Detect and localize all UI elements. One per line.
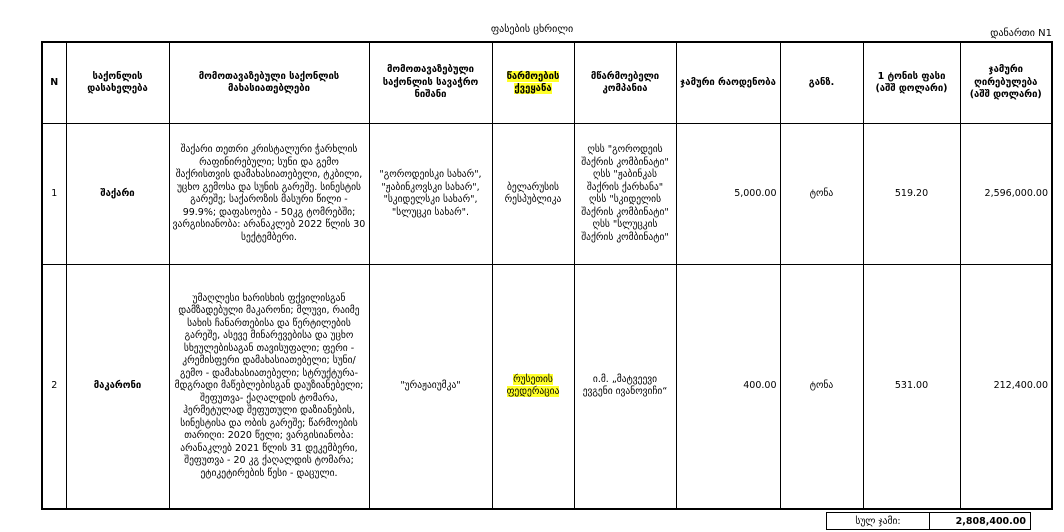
header-row — [42, 42, 1052, 124]
header-manufacturer: მწარმოებელი კომპანია — [574, 42, 676, 124]
table-row — [42, 265, 1052, 509]
header-characteristics: მომოთავაზებული საქონლის მახასიათებლები — [169, 42, 369, 124]
item-trademark: "ურაჟაიუმკა" — [369, 265, 492, 509]
header-trademark: მომოთავაზებული საქონლის სავაჭრო ნიშანი — [369, 42, 492, 124]
item-quantity: 400.00 — [676, 265, 780, 509]
grand-total-value: 2,808,400.00 — [930, 513, 1031, 530]
header-item-name: საქონლის დასახელება — [66, 42, 169, 124]
item-name: მაკარონი — [66, 265, 169, 509]
row-number: 1 — [42, 124, 66, 265]
item-total: 212,400.00 — [960, 265, 1052, 509]
annex-label: დანართი N1 — [990, 28, 1052, 39]
header-unit: განზ. — [780, 42, 863, 124]
header-n: N — [42, 42, 66, 124]
item-unit: ტონა — [780, 265, 863, 509]
item-country: ბელარუსის რესპუბლიკა — [492, 124, 574, 265]
item-total: 2,596,000.00 — [960, 124, 1052, 265]
header-total: ჯამური ღირებულება (აშშ დოლარი) — [960, 42, 1052, 124]
item-trademark: "გოროდეისკი სახარ", "ჟაბინკოვსკი სახარ", "სკიდელსკი სახარ", "სლუცკი სახარ". — [369, 124, 492, 265]
page-title: ფასების ცხრილი — [490, 24, 574, 35]
item-country — [492, 265, 574, 509]
row-number: 2 — [42, 265, 66, 509]
header-quantity: ჯამური რაოდენობა — [676, 42, 780, 124]
item-quantity: 5,000.00 — [676, 124, 780, 265]
header-country-highlight: წარმოების ქვეყანა — [506, 70, 560, 94]
item-name: შაქარი — [66, 124, 169, 265]
grand-total-table — [826, 512, 1031, 530]
item-price-per-ton: 531.00 — [863, 265, 960, 509]
item-country-highlight: რუსეთის ფედერაცია — [506, 373, 560, 398]
item-price-per-ton: 519.20 — [863, 124, 960, 265]
item-unit: ტონა — [780, 124, 863, 265]
item-manufacturer: ი.მ. „მატვეევი ევგენი ივანოვიჩი“ — [574, 265, 676, 509]
item-manufacturer: ღსს "გოროდეის შაქრის კომბინატი" ღსს "ჟაბინკას შაქრის ქარხანა" ღსს "სკიდელის შაქრის კომბინატი" ღსს "სლუცკის შაქრის კომბინატი" — [574, 124, 676, 265]
table-row — [42, 124, 1052, 265]
header-price-per-ton: 1 ტონის ფასი (აშშ დოლარი) — [863, 42, 960, 124]
header-country — [492, 42, 574, 124]
price-table — [41, 41, 1053, 510]
item-description: შაქარი თეთრი კრისტალური ჭარხლის რაფინირებული; სუნი და გემო შაქრისთვის დამახასიათებელი, ტკბილი, უცხო გემოსა და სუნის გარეშე. სინესტის გარეშე; საქაროზის მასური წილი - 99.9%; დაფასოება - 50კგ ტომრებში; ვარგისიანობა: არანაკლებ 2022 წლის 30 სექტემბერი. — [169, 124, 369, 265]
grand-total-label: სულ ჯამი: — [827, 513, 930, 530]
item-description: უმაღლესი ხარისხის ფქვილისგან დამზადებული მაკარონი; მლუვი, რაიმე სახის ჩანართებისა და წერტილების გარეშე, ასევე მინარევებისა და უცხო სხეულებისაგან თავისუფალი; ფერი - კრემისფერი დამახასიათებელი; სუნი/გემო - დამახასიათებელი; სტრუქტურა- მდგრადი მაწებლებისგან დაუზიანებელი; შეფუთვა- ქაღალდის ტომარა, ჰერმეტულად შეფუთული დაზიანების, სინესტისა და ობის გარეშე; წარმოების თარიღი: 2020 წელი; ვარგისიანობა: არანაკლებ 2021 წლის 31 დეკემბერი, შეფუთვა - 20 კგ ქაღალდის ტომარა; ეტიკეტირების წესი - დაცული. — [169, 265, 369, 509]
